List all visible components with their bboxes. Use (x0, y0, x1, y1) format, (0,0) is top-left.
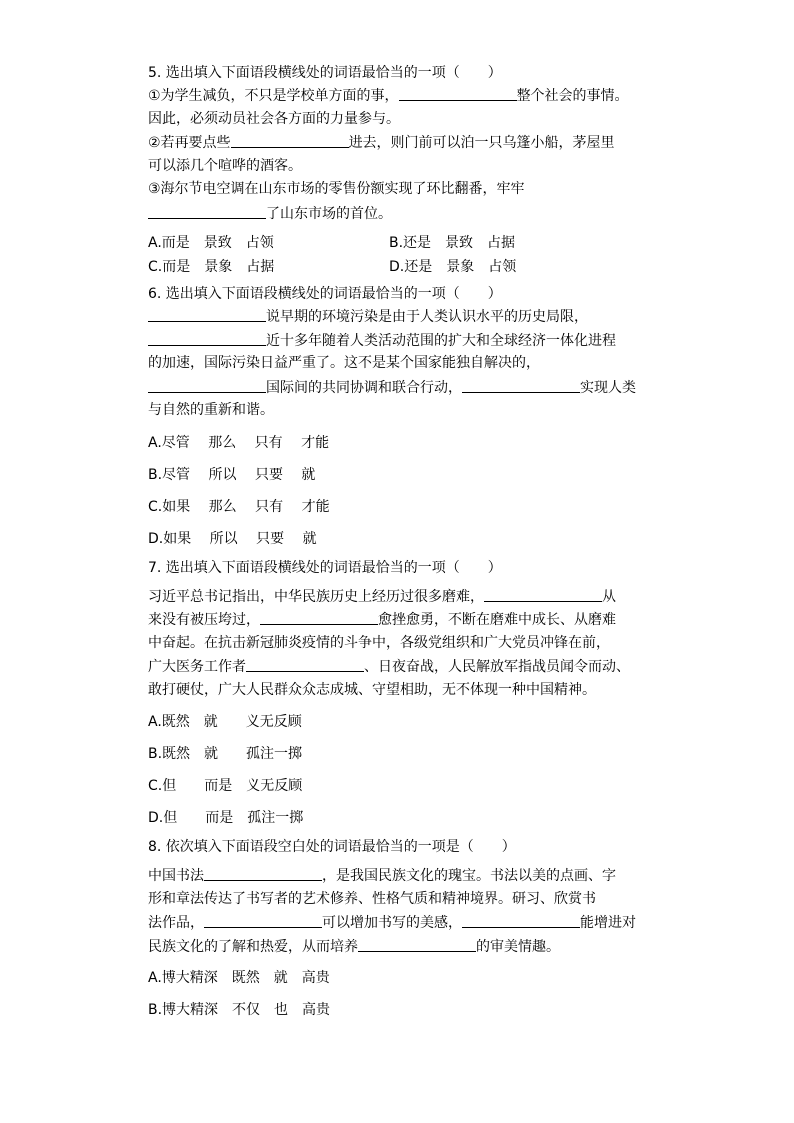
passage-line (148, 935, 688, 959)
passage-line (148, 155, 688, 179)
question-5 (148, 62, 688, 279)
passage-text: 广大医务工作者 (148, 659, 246, 675)
option-a[interactable]: A.博大精深 既然 就 高贵 (148, 970, 330, 986)
question-7 (148, 557, 688, 835)
passage-text: 整个社会的事情。 (516, 88, 629, 104)
passage-text: 形和章法传达了书写者的艺术修养、性格气质和精神境界。研习、欣赏书 (148, 890, 596, 907)
passage-line (148, 329, 688, 353)
passage-text: 与自然的重新和谐。 (148, 402, 274, 418)
question-passage (148, 84, 688, 225)
passage-text: 进去，则门前可以泊一只乌篷小船，茅屋里 (348, 135, 615, 151)
passage-line (148, 305, 688, 329)
passage-text: 愈挫愈勇，不断在磨难中成长、从磨难 (378, 612, 616, 628)
fill-in-blank[interactable] (148, 329, 266, 346)
passage-text: 能增进对 (580, 915, 636, 931)
passage-text: 敢打硬仗，广大人民群众众志成城、守望相助，无不体现一种中国精神。 (148, 681, 596, 698)
passage-text: 因此，必须动员社会各方面的力量参与。 (148, 110, 400, 127)
passage-line (148, 585, 688, 609)
fill-in-blank[interactable] (358, 935, 476, 952)
option-b[interactable]: B.还是 景致 占据 (389, 235, 516, 251)
passage-line (148, 632, 688, 656)
option-a[interactable]: A.尽管 那么 只有 才能 (148, 434, 330, 451)
option-b[interactable]: B.既然 就 孤注一掷 (148, 746, 303, 762)
question-6 (148, 283, 688, 555)
question-title: 7. 选出填入下面语段横线处的词语最恰当的一项（ ） (148, 559, 502, 576)
passage-text: 的加速，国际污染日益严重了。这不是某个国家能独自解决的， (148, 355, 540, 371)
question-title: 5. 选出填入下面语段横线处的词语最恰当的一项（ ） (148, 65, 502, 81)
question-title: 8. 依次填入下面语段空白处的词语最恰当的一项是（ ） (148, 839, 516, 855)
passage-text: ③海尔节电空调在山东市场的零售份额实现了环比翻番，牢牢 (148, 181, 525, 197)
passage-line (148, 108, 688, 132)
fill-in-blank[interactable] (231, 131, 349, 148)
passage-text: 民族文化的了解和热爱，从而培养 (148, 938, 358, 955)
fill-in-blank[interactable] (204, 864, 322, 881)
passage-line (148, 888, 688, 912)
passage-line (148, 352, 688, 376)
option-d[interactable]: D.但 而是 孤注一掷 (148, 810, 304, 826)
passage-text: 法作品， (148, 915, 204, 931)
option-a[interactable]: A.而是 景致 占领 (148, 235, 274, 251)
fill-in-blank[interactable] (204, 911, 322, 928)
passage-text: 可以添几个喧哗的酒客。 (148, 157, 302, 174)
fill-in-blank[interactable] (148, 376, 266, 393)
passage-line (148, 84, 688, 108)
passage-line (148, 679, 688, 703)
passage-text: ①为学生减负，不只是学校单方面的事， (148, 88, 399, 104)
passage-line (148, 911, 688, 935)
fill-in-blank[interactable] (148, 202, 266, 219)
question-passage (148, 864, 688, 958)
question-passage (148, 305, 688, 423)
option-c[interactable]: C.但 而是 义无反顾 (148, 778, 303, 794)
question-passage (148, 585, 688, 703)
passage-text: 实现人类 (580, 379, 636, 396)
fill-in-blank[interactable] (399, 84, 517, 101)
option-b[interactable]: B.尽管 所以 只要 就 (148, 466, 316, 483)
passage-line (148, 178, 688, 202)
fill-in-blank[interactable] (148, 305, 266, 322)
question-title: 6. 选出填入下面语段横线处的词语最恰当的一项（ ） (148, 286, 502, 302)
passage-text: 说早期的环境污染是由于人类认识水平的历史局限， (266, 309, 588, 325)
option-c[interactable]: C.而是 景象 占据 (148, 259, 275, 275)
fill-in-blank[interactable] (462, 911, 580, 928)
option-b[interactable]: B.博大精深 不仅 也 高贵 (148, 1002, 331, 1018)
passage-text: 中奋起。在抗击新冠肺炎疫情的斗争中，各级党组织和广大党员冲锋在前， (148, 634, 610, 651)
option-d[interactable]: D.还是 景象 占领 (389, 259, 517, 275)
passage-text: ，是我国民族文化的瑰宝。书法以美的点画、字 (322, 868, 616, 884)
passage-line (148, 864, 688, 888)
passage-text: ②若再要点些 (148, 135, 231, 151)
passage-text: 、日夜奋战，人民解放军指战员闻令而动、 (364, 659, 630, 675)
passage-line (148, 655, 688, 679)
document-page (148, 60, 688, 1026)
option-a[interactable]: A.既然 就 义无反顾 (148, 714, 302, 730)
passage-line (148, 131, 688, 155)
passage-text: 中国书法 (148, 868, 204, 884)
fill-in-blank[interactable] (462, 376, 580, 393)
fill-in-blank[interactable] (484, 585, 602, 602)
question-8 (148, 836, 688, 1026)
option-c[interactable]: C.如果 那么 只有 才能 (148, 498, 330, 515)
fill-in-blank[interactable] (246, 655, 364, 672)
passage-text: 的审美情趣。 (476, 938, 560, 955)
passage-text: 国际间的共同协调和联合行动， (266, 379, 462, 396)
passage-line (148, 202, 688, 226)
passage-line (148, 376, 688, 400)
passage-text: 了山东市场的首位。 (266, 205, 392, 222)
passage-text: 可以增加书写的美感， (322, 915, 462, 931)
passage-text: 近十多年随着人类活动范围的扩大和全球经济一体化进程 (266, 332, 616, 349)
passage-line (148, 399, 688, 423)
options-grid (148, 231, 688, 279)
passage-text: 从 (602, 588, 616, 605)
passage-text: 来没有被压垮过， (148, 612, 260, 628)
fill-in-blank[interactable] (260, 608, 378, 625)
passage-line (148, 608, 688, 632)
passage-text: 习近平总书记指出，中华民族历史上经历过很多磨难， (148, 588, 484, 605)
option-d[interactable]: D.如果 所以 只要 就 (148, 530, 317, 547)
